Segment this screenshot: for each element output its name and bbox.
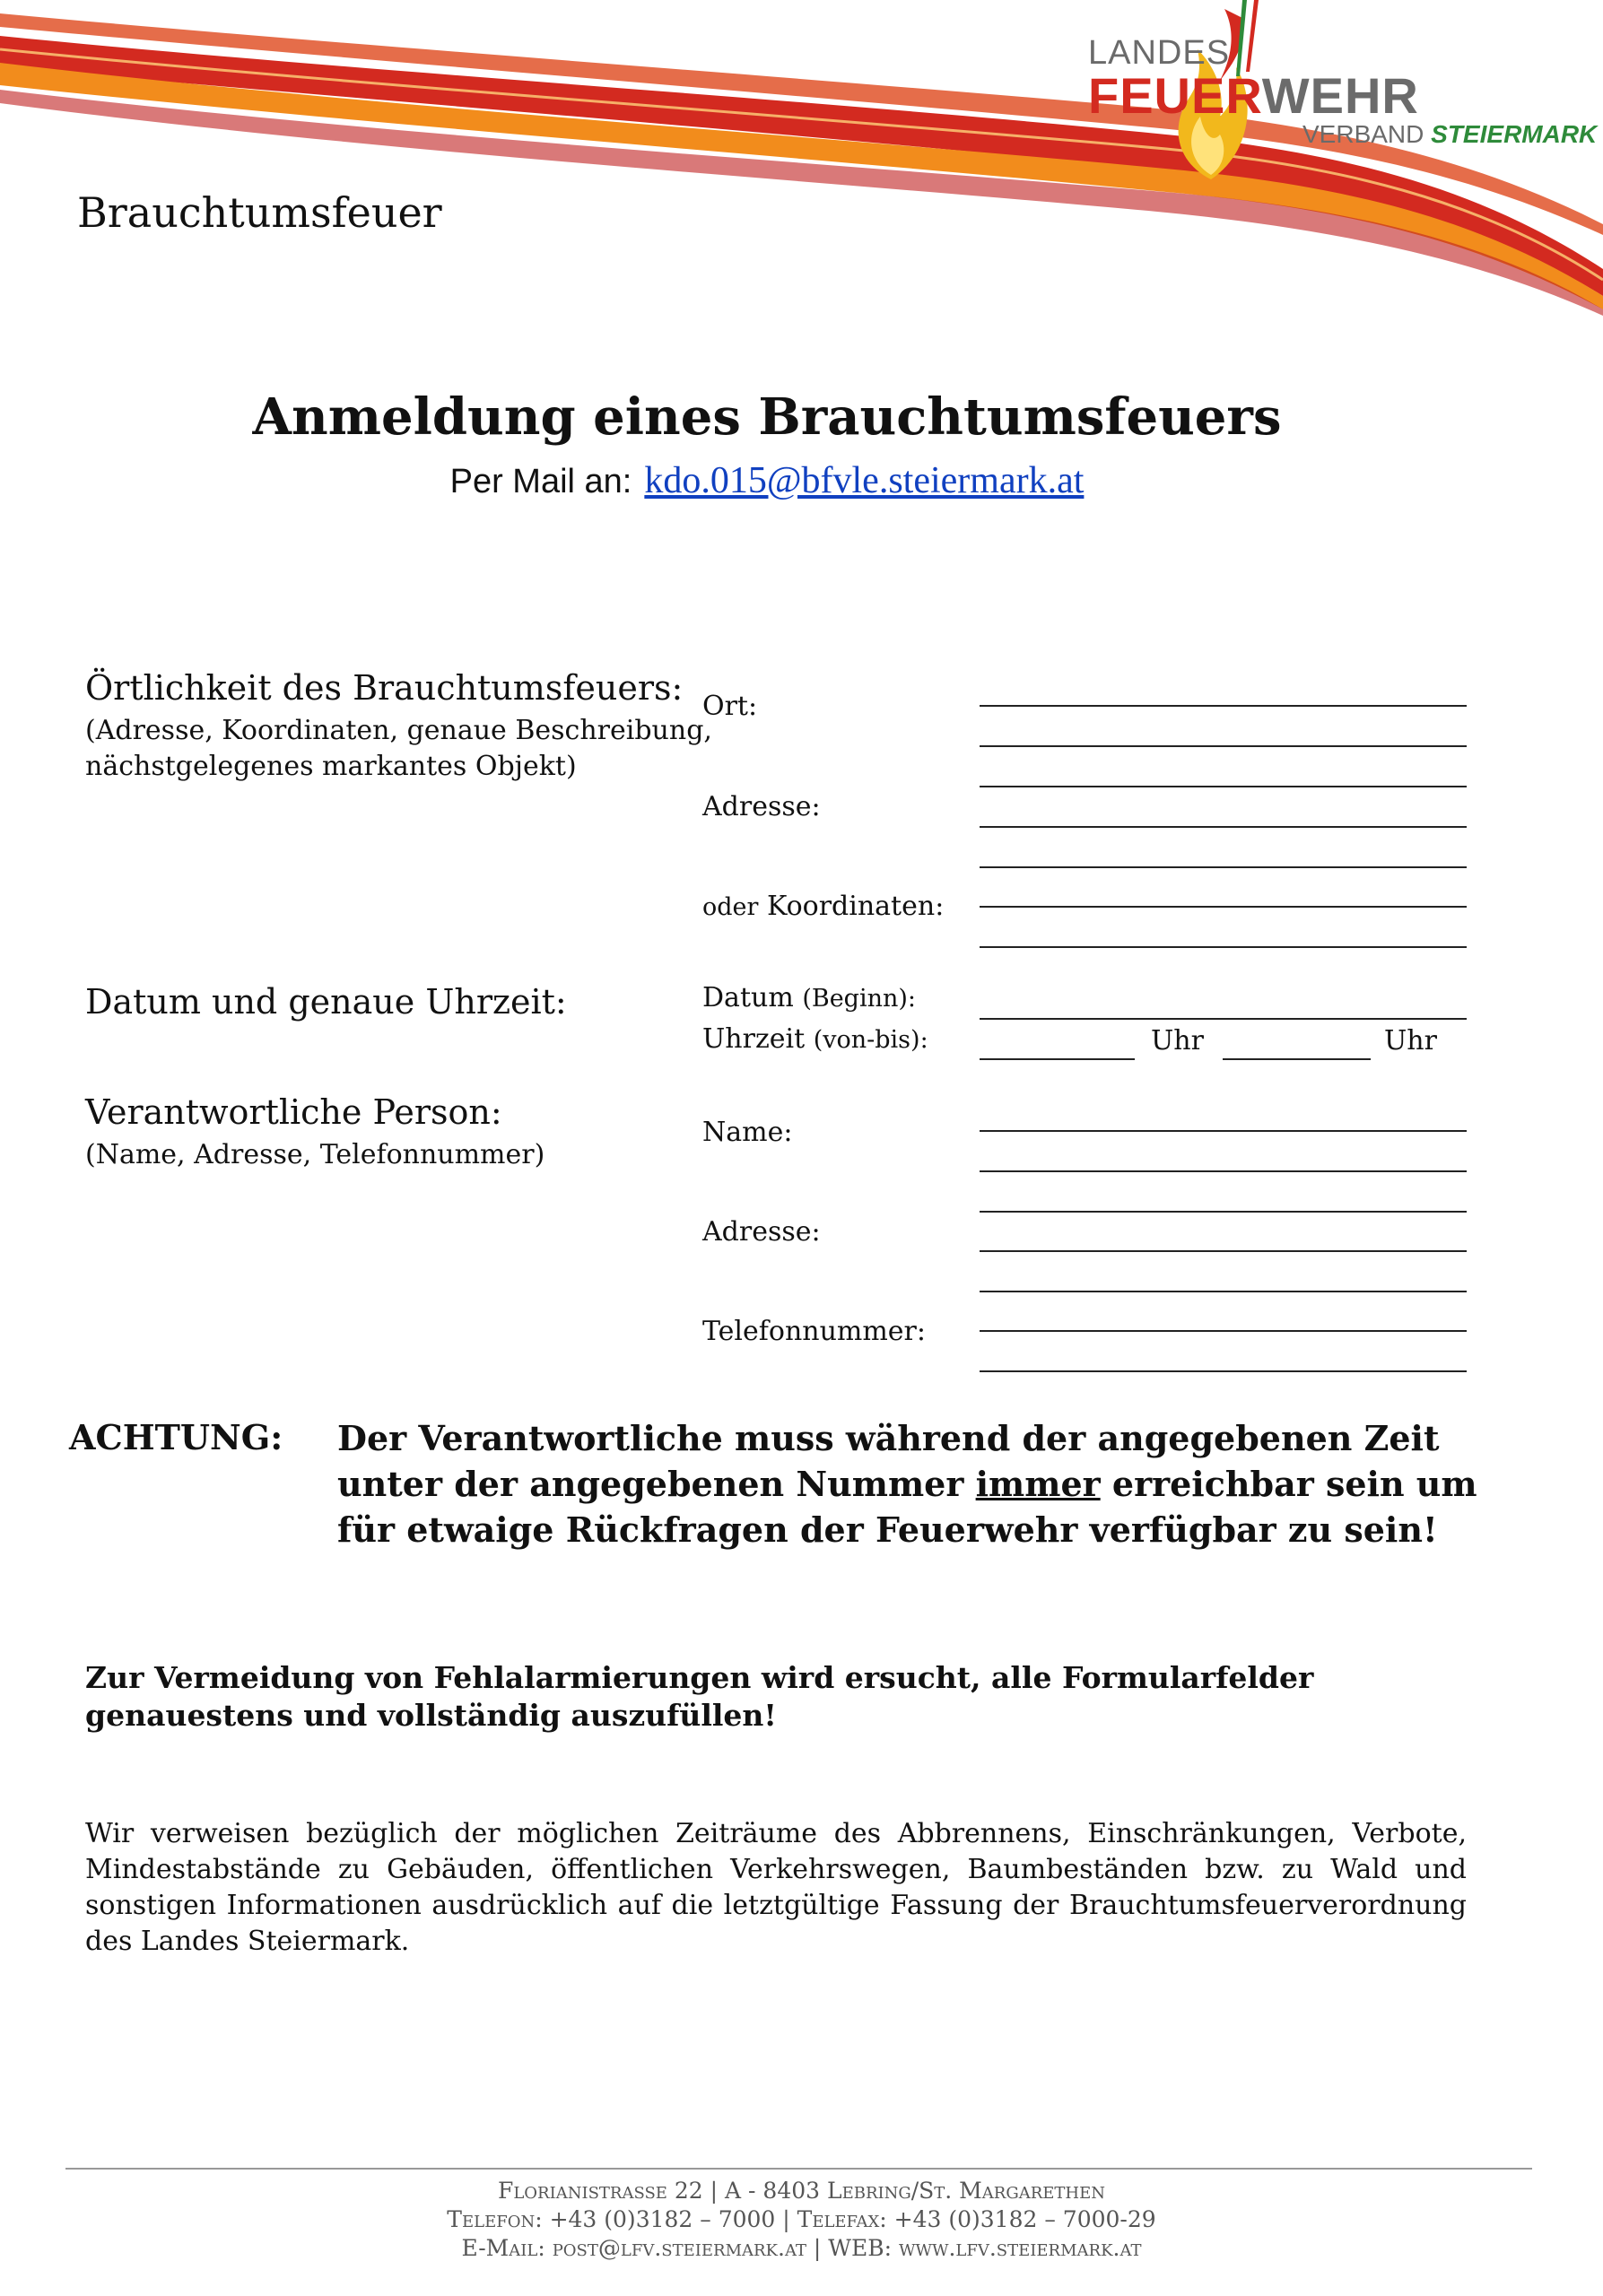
header-swoosh-graphic [0,0,1603,323]
label-uhrzeit-text: Uhrzeit [702,1023,806,1055]
warning-text-part2: erreichbar sein um für etwaige Rückfragen der Feuerwehr verfügbar zu sein! [337,1464,1477,1550]
datetime-heading: Datum und genaue Uhrzeit: [85,982,567,1022]
input-line-uhrzeit-von[interactable] [980,1058,1135,1060]
input-line-adresse-3[interactable] [980,866,1467,868]
input-line-adresse-2[interactable] [980,826,1467,828]
mail-row [0,459,1534,502]
location-subheading-2: nächstgelegenes markantes Objekt) [85,751,577,782]
input-line-telefon-2[interactable] [980,1370,1467,1372]
label-uhrzeit [702,1023,928,1055]
input-line-name-1[interactable] [980,1130,1467,1132]
label-datum-hint: (Beginn): [802,985,916,1013]
mail-label: Per Mail an: [449,463,632,500]
mail-link[interactable]: kdo.015@bfvle.steiermark.at [644,460,1085,501]
label-telefonnummer: Telefonnummer: [702,1316,927,1347]
label-datum [702,982,916,1013]
form-title: Anmeldung eines Brauchtumsfeuers [252,387,1282,447]
label-uhr-1: Uhr [1151,1025,1204,1057]
logo-wehr-text: WEHR [1261,67,1419,124]
input-line-person-adresse-1[interactable] [980,1211,1467,1213]
logo-verband-text [1302,120,1597,149]
label-koordinaten-text: Koordinaten: [766,891,945,922]
input-line-name-2[interactable] [980,1170,1467,1172]
warning-text-emphasis: immer [975,1464,1101,1504]
logo-feuer-text: FEUER [1088,67,1262,124]
input-line-koordinaten-1[interactable] [980,906,1467,908]
input-line-ort-1[interactable] [980,705,1467,707]
warning-text [337,1415,1485,1552]
footer-contact: E-Mail: post@lfv.steiermark.at | WEB: www.lfv.steiermark.at [461,2235,1142,2261]
input-line-telefon-1[interactable] [980,1330,1467,1332]
label-datum-text: Datum [702,982,794,1013]
label-koordinaten [702,891,944,922]
footer-divider [65,2168,1532,2170]
input-line-person-adresse-2[interactable] [980,1250,1467,1252]
input-line-datum[interactable] [980,1018,1467,1020]
logo-steiermark-label: STEIERMARK [1431,120,1598,148]
input-line-koordinaten-2[interactable] [980,946,1467,948]
person-heading: Verantwortliche Person: [85,1092,502,1132]
completion-note: Zur Vermeidung von Fehlalarmierungen wird ersucht, alle Formularfelder genauestens und vollständig auszufüllen! [85,1660,1314,1733]
warning-text-part1: Der Verantwortliche muss während der angegebenen Zeit unter der angegebenen Nummer [337,1418,1440,1504]
label-uhr-2: Uhr [1384,1025,1437,1057]
location-subheading-1: (Adresse, Koordinaten, genaue Beschreibung, [85,715,712,746]
label-name: Name: [702,1117,793,1148]
input-line-ort-2[interactable] [980,745,1467,747]
person-subheading: (Name, Adresse, Telefonnummer) [85,1139,545,1170]
logo-landes-text: LANDES [1088,34,1231,72]
logo-verband-label: VERBAND [1302,120,1424,148]
footer-phone: Telefon: +43 (0)3182 – 7000 | Telefax: +43 (0)3182 – 7000-29 [447,2206,1156,2232]
logo-wordmark [1088,66,1419,125]
label-person-adresse: Adresse: [702,1216,821,1248]
warning-label: ACHTUNG: [69,1417,283,1457]
footer-address: Florianistrasse 22 | A - 8403 Lebring/St. Margarethen [497,2178,1105,2204]
input-line-adresse-1[interactable] [980,786,1467,787]
location-heading: Örtlichkeit des Brauchtumsfeuers: [85,668,684,708]
label-koordinaten-prefix: oder [702,893,759,921]
input-line-person-adresse-3[interactable] [980,1291,1467,1292]
document-brand-title: Brauchtumsfeuer [77,188,442,237]
label-uhrzeit-hint: (von-bis): [813,1026,928,1054]
regulation-info: Wir verweisen bezüglich der möglichen Zeiträume des Abbrennens, Einschränkungen, Verbote, Mindestabstände zu Gebäuden, öffentlichen Verkehrswegen, Baumbeständen bzw. zu Wald und sonstigen Informationen ausdrücklich auf die letztgültige Fassung der Brauchtumsfeuerverordnung des Landes Steiermark. [85,1818,1467,1957]
label-adresse: Adresse: [702,791,821,822]
input-line-uhrzeit-bis[interactable] [1223,1058,1371,1060]
label-ort: Ort: [702,691,758,722]
